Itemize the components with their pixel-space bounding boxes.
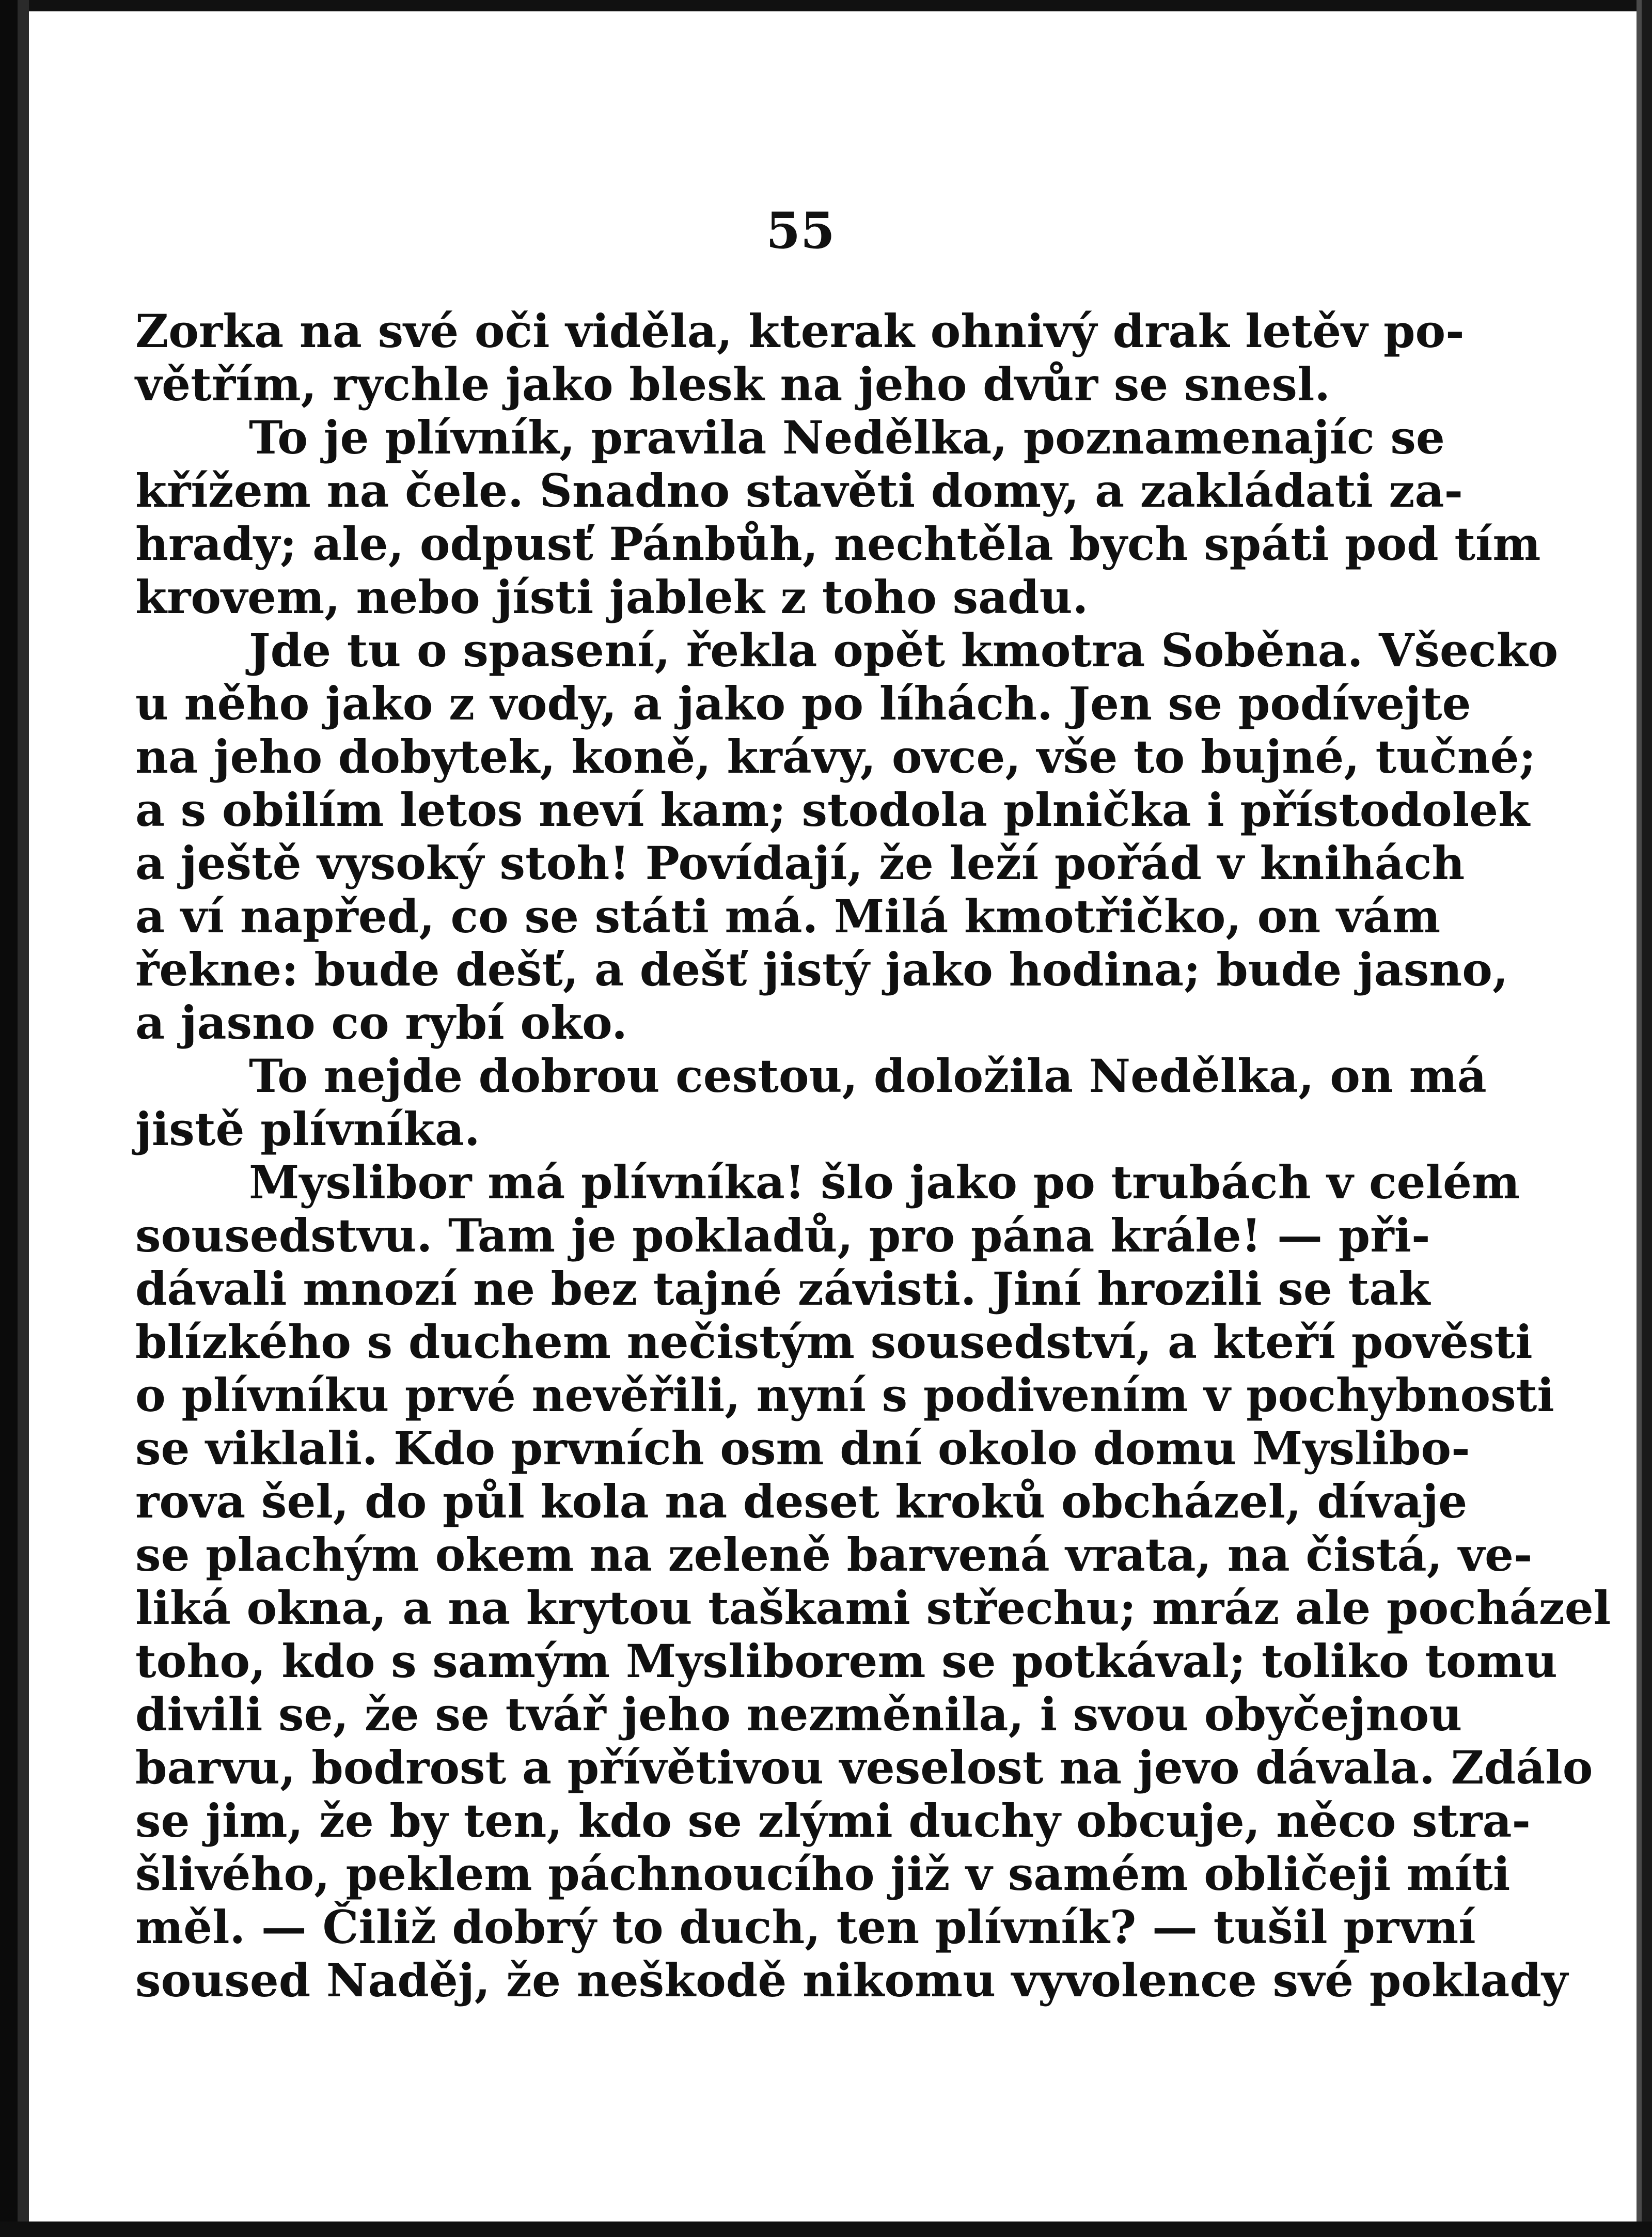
- text-line: soused Naděj, že neškodě nikomu vyvolence své poklady: [135, 1953, 1568, 2007]
- text-line: větřím, rychle jako blesk na jeho dvůr se snesl.: [135, 357, 1331, 411]
- text-line: divili se, že se tvář jeho nezměnila, i svou obyčejnou: [135, 1687, 1462, 1741]
- text-line: hrady; ale, odpusť Pánbůh, nechtěla bych spáti pod tím: [135, 517, 1541, 571]
- text-line: šlivého, peklem páchnoucího již v samém obličeji míti: [135, 1847, 1511, 1901]
- text-line: barvu, bodrost a přívětivou veselost na jevo dávala. Zdálo: [135, 1741, 1593, 1794]
- text-line: liká okna, a na krytou taškami střechu; mráz ale pocházel: [135, 1581, 1611, 1635]
- text-line: rova šel, do půl kola na deset kroků obcházel, dívaje: [135, 1475, 1468, 1528]
- text-line: Zorka na své oči viděla, kterak ohnivý drak letěv po-: [135, 304, 1465, 358]
- text-line: To je plívník, pravila Nedělka, poznamenajíc se: [249, 411, 1445, 464]
- text-line: Jde tu o spasení, řekla opět kmotra Soběna. Všecko: [249, 623, 1559, 677]
- scan-edge-left-shadow: [18, 0, 29, 2237]
- scan-edge-right-shadow: [1637, 0, 1642, 2237]
- text-line: blízkého s duchem nečistým sousedství, a kteří pověsti: [135, 1315, 1533, 1369]
- page-number: 55: [766, 201, 835, 260]
- text-line: se plachým okem na zeleně barvená vrata, na čistá, ve-: [135, 1528, 1533, 1582]
- scan-edge-right: [1642, 0, 1652, 2237]
- scan-edge-left: [0, 0, 18, 2237]
- text-line: To nejde dobrou cestou, doložila Nedělka, on má: [249, 1049, 1487, 1103]
- text-line: křížem na čele. Snadno stavěti domy, a zakládati za-: [135, 464, 1463, 518]
- text-line: řekne: bude dešť, a dešť jistý jako hodina; bude jasno,: [135, 943, 1508, 996]
- text-line: o plívníku prvé nevěřili, nyní s podivením v pochybnosti: [135, 1368, 1554, 1422]
- text-line: se viklali. Kdo prvních osm dní okolo domu Myslibo-: [135, 1421, 1470, 1475]
- text-line: sousedstvu. Tam je pokladů, pro pána krále! — při-: [135, 1209, 1430, 1262]
- text-line: a ví napřed, co se státi má. Milá kmotřičko, on vám: [135, 889, 1441, 943]
- scan-edge-bottom: [0, 2222, 1652, 2237]
- text-line: dávali mnozí ne bez tajné závisti. Jiní hrozili se tak: [135, 1262, 1430, 1316]
- text-line: Myslibor má plívníka! šlo jako po trubách v celém: [249, 1155, 1520, 1209]
- body-text: [135, 304, 1611, 2007]
- text-line: u něho jako z vody, a jako po líhách. Jen se podívejte: [135, 677, 1471, 730]
- text-line: jistě plívníka.: [135, 1102, 480, 1156]
- text-line: a s obilím letos neví kam; stodola plnička i přístodolek: [135, 783, 1530, 837]
- text-line: měl. — Čiliž dobrý to duch, ten plívník? — tušil první: [135, 1900, 1476, 1954]
- text-line: a jasno co rybí oko.: [135, 996, 627, 1050]
- text-line: toho, kdo s samým Mysliborem se potkával; toliko tomu: [135, 1634, 1557, 1688]
- text-line: krovem, nebo jísti jablek z toho sadu.: [135, 570, 1089, 624]
- scan-edge-top: [0, 0, 1652, 11]
- text-line: na jeho dobytek, koně, krávy, ovce, vše to bujné, tučné;: [135, 730, 1536, 784]
- text-line: se jim, že by ten, kdo se zlými duchy obcuje, něco stra-: [135, 1794, 1531, 1848]
- text-line: a ještě vysoký stoh! Povídají, že leží pořád v knihách: [135, 836, 1465, 890]
